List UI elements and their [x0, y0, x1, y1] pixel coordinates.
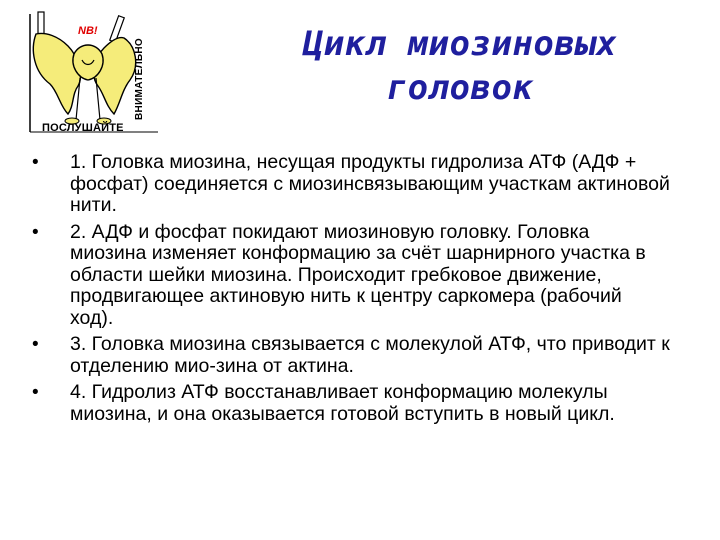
bullet-text: 2. АДФ и фосфат покидают миозиновую головку. Головка миозина изменяет конформацию за счёт шарнирного участка в области шейки миозина. Происходит гребковое движение, продвигающее актиновую нить к центру саркомера (рабочий ход). [70, 220, 646, 329]
slide-title: Цикл миозиновых головок [302, 24, 618, 108]
logo-bottom-text: ПОСЛУШАЙТЕ [42, 122, 124, 134]
bullet-list [30, 152, 670, 430]
bullet-icon: • [32, 152, 39, 173]
bullet-text: 4. Гидролиз АТФ восстанавливает конформацию молекулы миозина, и она оказывается готовой вступить в новый цикл. [70, 381, 615, 425]
listen-carefully-logo [28, 10, 168, 135]
bullet-icon: • [32, 382, 39, 403]
nb-badge: NB! [78, 25, 98, 37]
bullet-icon: • [32, 334, 39, 355]
logo-side-text: ВНИМАТЕЛЬНО [134, 38, 145, 120]
ear-cartoon-icon [28, 10, 168, 135]
bullet-text: 3. Головка миозина связывается с молекулой АТФ, что приводит к отделению мио-зина от актина. [70, 333, 670, 377]
bullet-item [30, 334, 670, 377]
bullet-item [30, 152, 670, 217]
bullet-item [30, 222, 670, 330]
bullet-text: 1. Головка миозина, несущая продукты гидролиза АТФ (АДФ + фосфат) соединяется с миозинсвязывающим участкам актиновой нити. [70, 151, 670, 216]
bullet-item [30, 382, 670, 425]
bullet-icon: • [32, 221, 39, 243]
